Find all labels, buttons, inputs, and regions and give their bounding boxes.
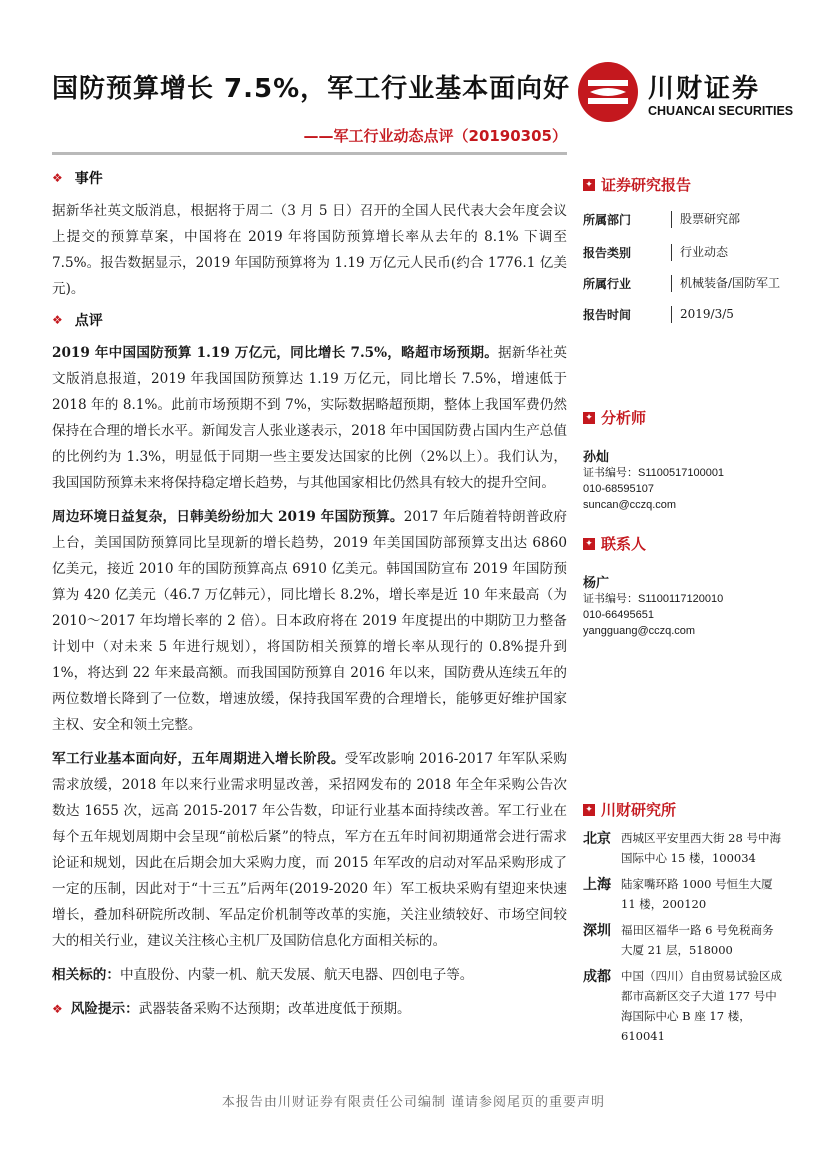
institute-heading-text: 川财研究所 — [601, 801, 677, 819]
meta-value: 机械装备/国防军工 — [671, 275, 783, 292]
paragraph-body: 2017 年后随着特朗普政府上台，美国国防预算同比呈现新的增长趋势，2019 年美国国防部预算支出达 6860 亿美元，接近 2010 年的国防预算高点 6910 亿美元。韩国国防宣布 2019 年国防预算为 420 亿美元（46.7 万亿韩元），同比增长 8.2%，增长率是近 10 年来最高（为 2010～2017 年均增长率的 2 倍）。日本政府将在 2019 年度提出的中期防卫力整备计划中（对未来 5 年进行规划），将国防相关预算的增长率从现行的 0.8%提升到 1%，将达到 22 年来最高额。而我国国防预算自 2016 年以来，国防费从连续五年的两位数增长降到了一位数，增速放缓，保持我国军费的合理增长，能够更好维护国家主权、安全和领土完整。 — [52, 509, 567, 733]
risk-warning — [52, 996, 567, 1022]
targets-text: 中直股份、内蒙一机、航天发展、航天电器、四创电子等。 — [119, 967, 474, 983]
office-shanghai — [583, 874, 783, 914]
office-address: 中国（四川）自由贸易试验区成都市高新区交子大道 177 号中海国际中心 B 座 17 楼，610041 — [621, 969, 782, 1043]
institute-heading — [583, 799, 783, 820]
event-section-heading — [52, 168, 567, 188]
risk-text: 武器装备采购不达预期；改革进度低于预期。 — [138, 1001, 411, 1017]
analyst-name: 孙灿 — [583, 450, 610, 465]
office-shenzhen — [583, 920, 783, 960]
company-name-cn: 川财证券 — [648, 74, 761, 104]
square-bullet-icon: ✦ — [583, 179, 595, 191]
analyst-heading-text: 分析师 — [601, 409, 647, 427]
diamond-bullet-icon: ❖ — [52, 1002, 63, 1016]
related-targets — [52, 962, 567, 988]
report-subtitle: ——军工行业动态点评（20190305） — [303, 127, 567, 145]
paragraph-lead: 军工行业基本面向好，五年周期进入增长阶段。 — [52, 751, 345, 767]
analyst-email[interactable]: suncan@cczq.com — [583, 499, 677, 511]
meta-label: 报告类别 — [583, 246, 632, 260]
sidebar — [583, 174, 783, 1046]
event-heading-text: 事件 — [74, 171, 103, 187]
square-bullet-icon: ✦ — [583, 538, 595, 550]
paragraph-body: 受军改影响 2016-2017 年军队采购需求放缓，2018 年以来行业需求明显改善，采招网发布的 2018 年全年采购公告次数达 1655 次，远高 2015-2017 年公告数，印证行业基本面持续改善。军工行业在每个五年规划周期中会呈现“前松后紧”的特点，军方在五年时间初期通常会进行需求论证和规划，因此在后期会加大采购力度，而 2015 年军改的启动对军品采购形成了一定的压制，因此对于“十三五”后两年(2019-2020 年）军工板块采购有望迎来快速增长，叠加科研院所改制、军品定价机制等改革的实施，关注业绩较好、市场空间较大的相关行业，建议关注核心主机厂及国防信息化方面相关标的。 — [52, 751, 567, 949]
contact-cert: 证书编号：S1100117120010 — [583, 593, 724, 605]
contact-name: 杨广 — [583, 576, 610, 591]
office-beijing — [583, 828, 783, 868]
square-bullet-icon: ✦ — [583, 804, 595, 816]
page-footer: 本报告由川财证券有限责任公司编制 谨请参阅尾页的重要声明 — [221, 1095, 606, 1110]
contact-email[interactable]: yangguang@cczq.com — [583, 625, 696, 637]
analyst-cert: 证书编号：S1100517100001 — [583, 467, 725, 479]
meta-row-date — [583, 306, 783, 323]
office-chengdu — [583, 966, 783, 1046]
meta-label: 所属部门 — [583, 213, 632, 227]
comment-paragraph-1 — [52, 340, 567, 496]
meta-row-industry — [583, 275, 783, 292]
office-city: 上海 — [583, 877, 611, 893]
report-info-heading-text: 证券研究报告 — [601, 176, 692, 194]
report-info-heading — [583, 174, 783, 195]
meta-value: 行业动态 — [671, 244, 783, 261]
office-address: 福田区福华一路 6 号免税商务大厦 21 层，518000 — [621, 923, 774, 957]
company-name-en: CHUANCAI SECURITIES — [648, 104, 794, 118]
office-city: 深圳 — [583, 923, 611, 939]
comment-heading-text: 点评 — [74, 313, 103, 329]
analyst-heading — [583, 407, 783, 428]
paragraph-lead: 2019 年中国国防预算 1.19 万亿元，同比增长 7.5%，略超市场预期。 — [52, 345, 499, 361]
risk-label: 风险提示： — [70, 1001, 139, 1017]
comment-section-heading — [52, 310, 567, 330]
meta-row-category — [583, 244, 783, 261]
meta-label: 所属行业 — [583, 277, 632, 291]
office-address: 陆家嘴环路 1000 号恒生大厦 11 楼，200120 — [621, 877, 773, 911]
main-content — [52, 168, 567, 1030]
event-paragraph: 据新华社英文版消息，根据将于周二（3 月 5 日）召开的全国人民代表大会年度会议上提交的预算草案，中国将在 2019 年将国防预算增长率从去年的 8.1% 下调至 7.5%。报告数据显示，2019 年国防预算将为 1.19 万亿元人民币(约合 1776.1 亿美元)。 — [52, 203, 567, 297]
targets-label: 相关标的： — [52, 967, 120, 983]
meta-row-department — [583, 211, 783, 228]
paragraph-lead: 周边环境日益复杂，日韩美纷纷加大 2019 年国防预算。 — [52, 509, 404, 525]
meta-value: 股票研究部 — [671, 211, 783, 228]
square-bullet-icon: ✦ — [583, 412, 595, 424]
report-title: 国防预算增长 7.5%，军工行业基本面向好 — [52, 74, 571, 104]
meta-value: 2019/3/5 — [671, 306, 783, 323]
company-logo-icon — [578, 62, 638, 122]
analyst-phone: 010-68595107 — [583, 483, 654, 495]
comment-paragraph-2 — [52, 504, 567, 738]
meta-label: 报告时间 — [583, 308, 632, 322]
office-city: 北京 — [583, 831, 611, 847]
paragraph-body: 据新华社英文版消息报道，2019 年我国国防预算达 1.19 万亿元，同比增长 7.5%，增速低于 2018 年的 8.1%。此前市场预期不到 7%，实际数据略超预期，整体上我国军费仍然保持在合理的增长水平。新闻发言人张业遂表示，2018 年中国国防费占国内生产总值的比例约为 1.3%，明显低于同期一些主要发达国家的比例（2%以上）。我们认为，我国国防预算未来将保持稳定增长趋势，与其他国家相比仍然具有较大的提升空间。 — [52, 345, 568, 491]
diamond-bullet-icon: ❖ — [52, 171, 63, 185]
comment-paragraph-3 — [52, 746, 567, 954]
office-address: 西城区平安里西大街 28 号中海国际中心 15 楼，100034 — [621, 831, 781, 865]
diamond-bullet-icon: ❖ — [52, 313, 63, 327]
office-city: 成都 — [583, 969, 611, 985]
contact-heading-text: 联系人 — [601, 535, 647, 553]
contact-phone: 010-66495651 — [583, 609, 654, 621]
contact-heading — [583, 533, 783, 554]
header-divider — [52, 152, 567, 155]
